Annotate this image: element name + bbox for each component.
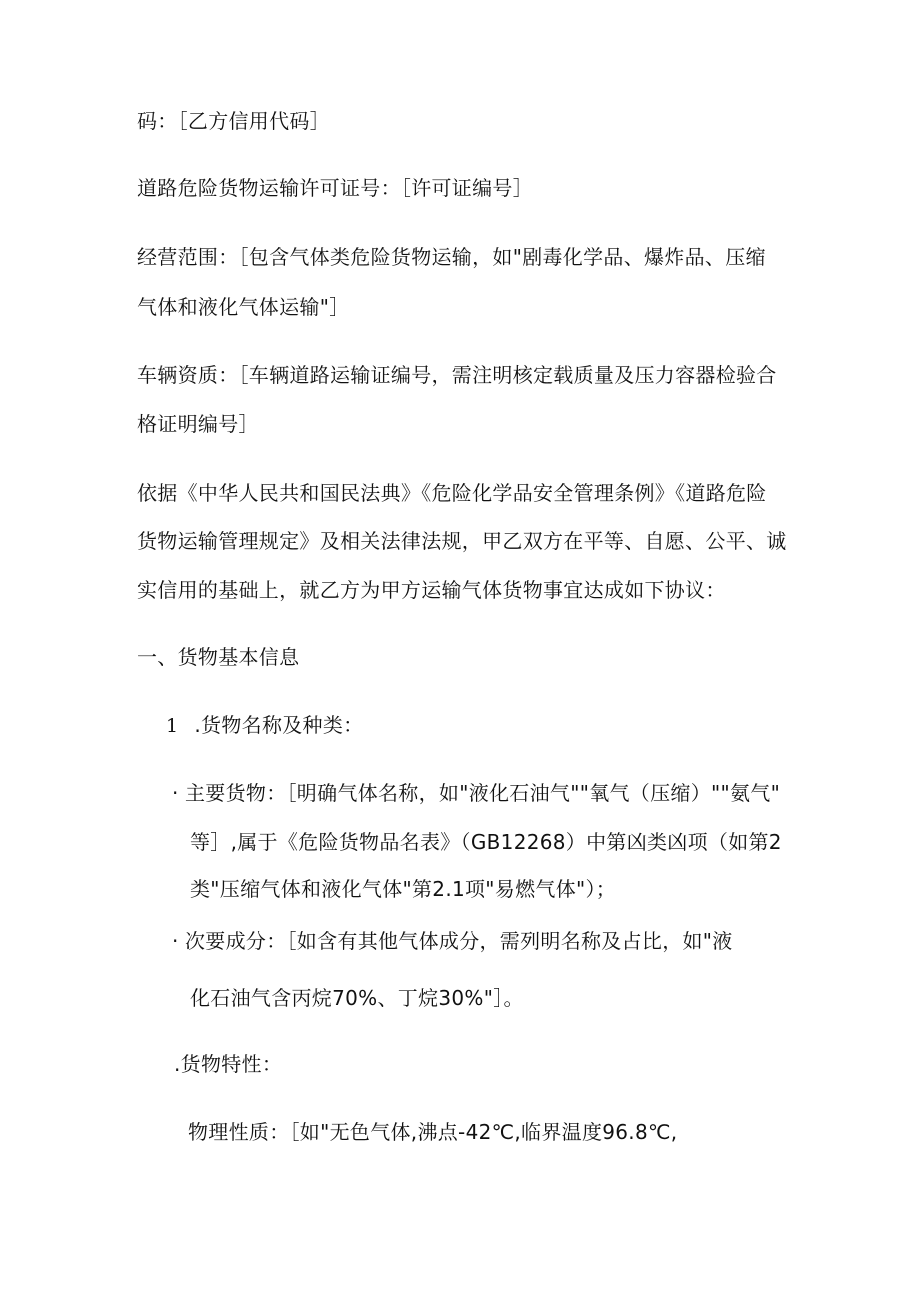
- item-number: 1: [166, 715, 179, 737]
- main-cargo-line-1: 主要货物：［明确气体名称，如"液化石油气""氧气（压缩）""氨气": [185, 781, 781, 805]
- item-1-heading: [166, 712, 363, 739]
- bullet-dot: ·: [172, 781, 179, 805]
- preamble-line-2: 货物运输管理规定》及相关法律法规，甲乙双方在平等、自愿、公平、诚: [137, 529, 787, 553]
- business-scope-line-2: 气体和液化气体运输"］: [137, 295, 350, 319]
- vehicle-qualification-line-2: 格证明编号］: [137, 412, 259, 436]
- main-cargo-line-2: 等］,属于《危险货物品名表》（GB12268）中第凶类凶项（如第2: [190, 830, 782, 854]
- main-cargo-line-3: 类"压缩气体和液化气体"第2.1项"易燃气体"）；: [190, 877, 617, 901]
- credit-code-line: 码：［乙方信用代码］: [137, 109, 330, 133]
- item-2-heading: .货物特性：: [174, 1052, 283, 1076]
- secondary-component-line-1: 次要成分：［如含有其他气体成分，需列明名称及占比，如"液: [185, 929, 733, 953]
- business-scope-line-1: 经营范围：［包含气体类危险货物运输，如"剧毒化学品、爆炸品、压缩: [137, 245, 766, 269]
- section-heading: 一、货物基本信息: [137, 645, 300, 669]
- physical-properties-line: 物理性质：［如"无色气体,沸点-42℃,临界温度96.8℃,: [188, 1120, 678, 1144]
- preamble-line-3: 实信用的基础上，就乙方为甲方运输气体货物事宜达成如下协议：: [137, 578, 726, 602]
- vehicle-qualification-line-1: 车辆资质：［车辆道路运输证编号，需注明核定载质量及压力容器检验合: [137, 363, 777, 387]
- bullet-dot: ·: [172, 929, 179, 953]
- secondary-component-line-2: 化石油气含丙烷70%、丁烷30%"］。: [190, 986, 524, 1010]
- permit-number-line: 道路危险货物运输许可证号：［许可证编号］: [137, 176, 533, 200]
- item-title: .货物名称及种类：: [194, 713, 364, 737]
- preamble-line-1: 依据《中华人民共和国民法典》《危险化学品安全管理条例》《道路危险: [137, 481, 767, 505]
